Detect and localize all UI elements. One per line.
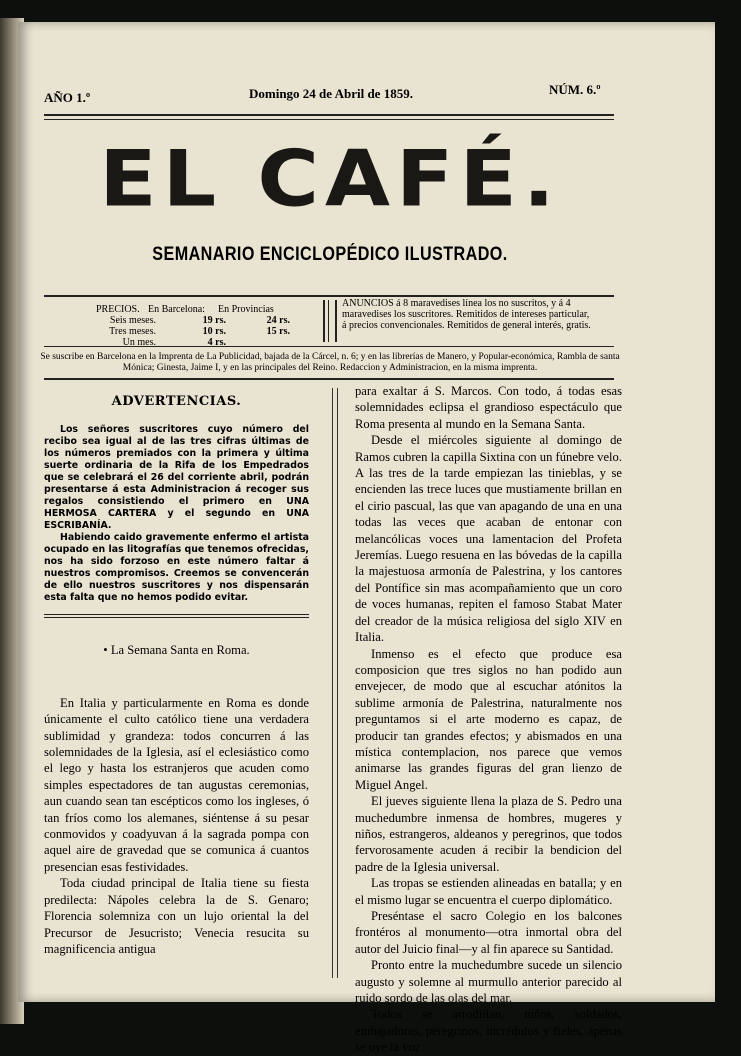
masthead-title: EL CAFÉ.: [99, 133, 561, 225]
section-separator: [44, 614, 309, 618]
price-period: Tres meses.: [109, 326, 156, 337]
column-divider-bars: [323, 300, 337, 342]
price-barcelona: 10 rs.: [202, 326, 226, 337]
price-row: [96, 326, 290, 337]
article-paragraph: Inmenso es el efecto que produce esa composicion que tres siglos no han podido aun envejecer, de modo que al escuchar atónitos la sublime armonía de Palestrina, naturalmente nos preguntamos si el arte moderno es capaz, de producir tan grandes efectos; y abismados en una mística contemplacion, nos parece que vemos animarse las grandes figuras del gran lienzo de Miguel Angel.: [355, 646, 622, 792]
prices-top-rule: [44, 295, 614, 297]
article-paragraph: Desde el miércoles siguiente al domingo de Ramos cubren la capilla Sixtina con un fúnebre velo. A las tres de la tarde empiezan las tinieblas, y se encienden las trece luces que mustiamente brillan en el cirio pascual, las que van apagando de una en una todas las veces que acaban de entonar con melancólicas voces una lamentacion del Profeta Jeremías. Luego resuena en las bóvedas de la capilla la majestuosa armonía de Palestrina, y los cantores del Pontífice sin mas acompañamiento que un coro de voces humanas, repiten el famoso Stabat Mater del creador de la música religiosa del siglo XIV en Italia.: [355, 433, 622, 645]
year-label: AÑO 1.º: [44, 90, 91, 105]
issue-number: NÚM. 6.º: [549, 82, 601, 97]
advertencias-title: ADVERTENCIAS.: [111, 394, 242, 409]
notice-raffle: Los señores suscritores cuyo número del recibo sea igual al de las tres cifras últimas de los números premiados con la primera y última suerte ordinaria de la Rifa de los Empedrados que se celebrará el 26 del corriente abril, podrán presentarse á esta Administracion á recoger sus regalos consistiendo el primero en UNA HERMOSA CARTERA y el segundo en UNA ESCRIBANÍA.: [44, 424, 309, 532]
prices-provinces-label: En Provincias: [218, 304, 274, 315]
right-column: [355, 383, 622, 1056]
price-barcelona: 19 rs.: [202, 315, 226, 326]
column-separator: [332, 388, 338, 978]
price-row: [96, 315, 290, 326]
prices-bottom-rule: [44, 346, 614, 347]
header-rule-thin: [44, 119, 614, 120]
body-top-rule: [44, 378, 614, 380]
article-paragraph: Toda ciudad principal de Italia tiene su fiesta predilecta: Nápoles celebra la de S. Genaro; Florencia solemniza con un lujo oriental la del Precursor de Jesucristo; Venecia resucita su magnificencia antigua: [44, 876, 309, 956]
price-provinces: 15 rs.: [266, 326, 290, 337]
ads-text: ANUNCIOS á 8 maravedises línea los no suscritos, y á 4 maravedises los suscritores. Remitidos de intereses particular, á precios convencionales. Remitidos de general interés, gratis.: [342, 298, 591, 331]
subscribe-info: Se suscribe en Barcelona en la Imprenta de La Publicidad, bajada de la Cárcel, n. 6; y en las librerías de Manero, y Popular-económica, Rambla de santa Mónica; Ginesta, Jaime I, y en las principales del Reino. Redaccion y Administracion, en la misma imprenta.: [40, 352, 620, 373]
article-paragraph: En Italia y particularmente en Roma es donde únicamente el culto católico tiene una verdadera sublimidad y grandeza: todos concurren á las solemnidades de la Iglesia, así el eclesiástico como el lego y hasta los estranjeros que acuden como simples espectadores de tan augustas ceremonias, aun cuando sean tan escépticos como los ingleses, ó tan fríos como los alemanes, siéntense á su pesar conmovidos y coadyuvan á la sagrada pompa con aquel aire de gravedad que se comunica á cuantos presencian esas festividades.: [44, 695, 309, 874]
article-paragraph: Las tropas se estienden alineadas en batalla; y en el mismo lugar se encuentra el cuerpo diplomático.: [355, 876, 622, 907]
prices-barcelona-label: En Barcelona:: [148, 304, 205, 315]
price-period: Un mes.: [122, 337, 156, 348]
prices-table: [96, 304, 290, 348]
article-paragraph: Pronto entre la muchedumbre sucede un silencio augusto y solemne al murmullo anterior parecido al ruido sordo de las olas del mar.: [355, 958, 622, 1006]
article-paragraph: El jueves siguiente llena la plaza de S. Pedro una muchedumbre inmensa de hombres, mugeres y niños, estrangeros, aldeanos y peregrinos, que todos fervorosamente acuden á recibir la bendicion del padre de la Iglesia universal.: [355, 794, 622, 874]
price-barcelona: 4 rs.: [207, 337, 226, 348]
issue-date: Domingo 24 de Abril de 1859.: [249, 86, 413, 101]
article-paragraph: Preséntase el sacro Colegio en los balcones frontéros al monumento—otra inmortal obra del autor del Juicio final—y al fin aparece su Santidad.: [355, 909, 622, 956]
article-title-text: La Semana Santa en Roma.: [110, 643, 250, 658]
prices-heading: PRECIOS.: [96, 304, 140, 315]
notice-lithographs: Habiendo caido gravemente enfermo el artista ocupado en las litografías que tenemos ofrecidas, nos ha sido forzoso en este número faltar á nuestros compromisos. Creemos se convencerán de ello nuestros suscritores y nos dispensarán esta falta que no hemos podido evitar.: [44, 532, 309, 604]
article-paragraph: para exaltar á S. Marcos. Con todo, á todas esas solemnidades eclipsa el grandioso espectáculo que Roma presenta al mundo en la Semana Santa.: [355, 384, 622, 431]
price-provinces: 24 rs.: [266, 315, 290, 326]
article-title: • La Semana Santa en Roma.: [103, 643, 250, 658]
left-column: [44, 392, 309, 957]
article-paragraph: Todos se arrodillan, niños, soldados, embajadores, peregrinos, incrédulos y fieles, apenas se oye la voz: [355, 1007, 622, 1055]
header-rule: [44, 114, 614, 116]
price-period: Seis meses.: [109, 315, 156, 326]
prices-heading-row: [96, 304, 290, 315]
masthead-subtitle: SEMANARIO ENCICLOPÉDICO ILUSTRADO.: [152, 244, 508, 265]
